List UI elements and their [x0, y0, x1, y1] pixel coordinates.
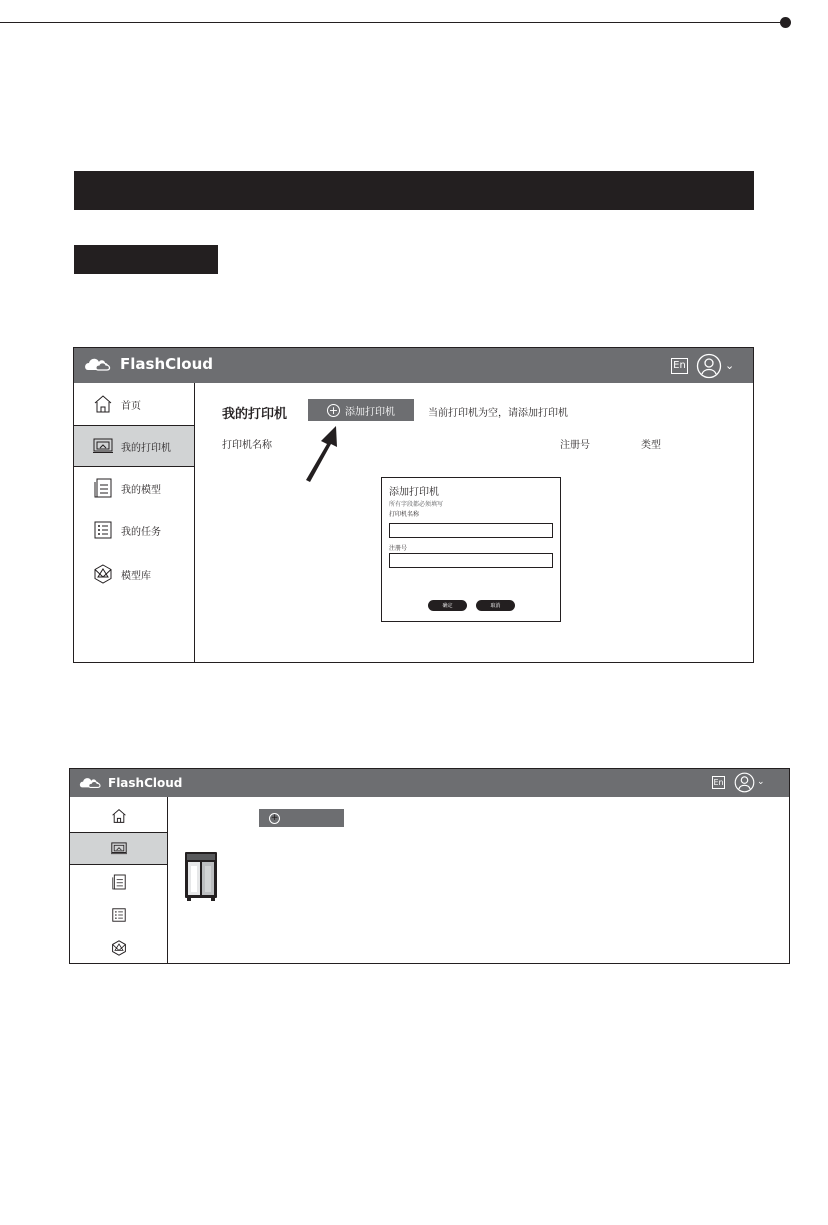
- dialog-title: 添加打印机: [389, 487, 439, 498]
- top-rule: [0, 22, 788, 23]
- registration-label: 注册号: [389, 545, 408, 552]
- sidebar-item-my-models[interactable]: [70, 865, 167, 898]
- language-toggle[interactable]: En: [713, 778, 724, 787]
- sidebar-item-my-printers[interactable]: [70, 832, 167, 865]
- sidebar-item-home[interactable]: [70, 799, 167, 832]
- column-header-type: 类型: [641, 440, 661, 451]
- task-list-icon: [93, 520, 113, 540]
- chevron-down-icon[interactable]: ⌄: [725, 359, 735, 372]
- brand-name: FlashCloud: [108, 775, 183, 790]
- model-library-icon: [111, 940, 127, 956]
- cancel-button[interactable]: 取消: [476, 600, 515, 611]
- confirm-button[interactable]: 确定: [428, 600, 467, 611]
- sidebar-item-my-models[interactable]: [74, 467, 194, 509]
- add-printer-label: 添加打印机: [345, 406, 395, 418]
- rule-end-dot: [780, 17, 791, 28]
- column-header-reg: 注册号: [560, 440, 590, 451]
- cloud-logo-icon: [79, 774, 102, 791]
- flashcloud-window-printers: [73, 347, 754, 663]
- section-heading-bar: [74, 171, 754, 210]
- sidebar-item-label: 首页: [121, 400, 141, 412]
- registration-input[interactable]: [389, 553, 553, 568]
- sidebar-item-my-printers[interactable]: [74, 425, 194, 467]
- model-file-icon: [93, 478, 113, 498]
- sidebar-item-my-tasks[interactable]: [70, 898, 167, 931]
- brand-logo[interactable]: [84, 354, 213, 374]
- sidebar-item-my-tasks[interactable]: [74, 509, 194, 551]
- flashcloud-window-printer-added: [69, 768, 790, 964]
- model-file-icon: [112, 874, 126, 890]
- add-printer-dialog: [381, 477, 561, 622]
- add-printer-button[interactable]: [259, 809, 344, 827]
- model-library-icon: [93, 564, 113, 584]
- sidebar-item-label: 我的打印机: [121, 442, 171, 454]
- brand-name: FlashCloud: [120, 355, 213, 373]
- user-avatar-icon[interactable]: [696, 353, 722, 379]
- task-list-icon: [112, 908, 126, 922]
- brand-logo[interactable]: [79, 774, 182, 791]
- chevron-down-icon[interactable]: ⌄: [757, 777, 765, 787]
- printer-thumbnail[interactable]: [183, 850, 219, 902]
- dialog-note: 所有字段都必须填写: [389, 501, 444, 508]
- sidebar-item-label: 我的任务: [121, 526, 161, 538]
- plus-circle-icon: +: [270, 812, 279, 823]
- printer-icon: [111, 842, 127, 855]
- sidebar-item-model-library[interactable]: [74, 553, 194, 595]
- user-avatar-icon[interactable]: [734, 772, 755, 793]
- sidebar: [70, 797, 168, 963]
- printer-icon: [93, 436, 113, 456]
- empty-state-message: 当前打印机为空，请添加打印机: [428, 408, 568, 419]
- sidebar-item-model-library[interactable]: [70, 931, 167, 964]
- app-header: [74, 348, 753, 383]
- pointer-arrow-icon: [299, 422, 343, 484]
- printer-name-label: 打印机名称: [389, 511, 420, 518]
- sidebar-item-label: 我的模型: [121, 484, 161, 496]
- plus-circle-icon: +: [328, 403, 339, 417]
- home-icon: [93, 394, 113, 414]
- page-title: 我的打印机: [222, 407, 288, 422]
- app-header: [70, 769, 789, 797]
- sidebar-item-home[interactable]: [74, 383, 194, 425]
- add-printer-button[interactable]: [308, 399, 414, 421]
- cloud-logo-icon: [84, 354, 112, 374]
- sidebar-item-label: 模型库: [121, 570, 151, 582]
- home-icon: [111, 808, 127, 824]
- column-header-name: 打印机名称: [222, 440, 272, 451]
- subsection-tag: [74, 245, 218, 274]
- language-toggle[interactable]: En: [671, 358, 688, 374]
- printer-name-input[interactable]: [389, 523, 553, 538]
- sidebar: [74, 383, 195, 662]
